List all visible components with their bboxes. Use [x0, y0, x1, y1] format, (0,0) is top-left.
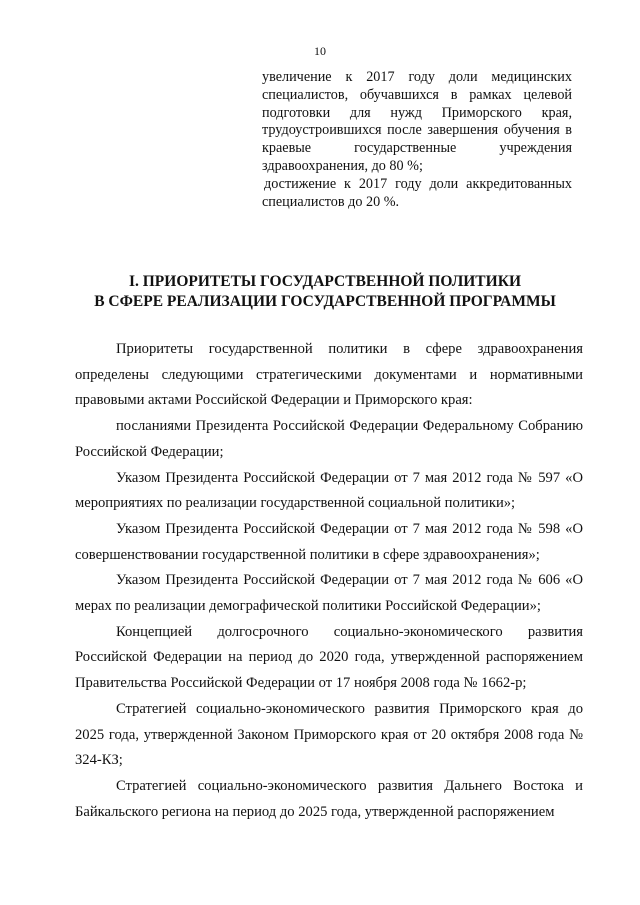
- page-number: 10: [314, 44, 326, 58]
- body-paragraph: посланиями Президента Российской Федерации Федеральному Собранию Российской Федерации;: [75, 418, 583, 460]
- body-paragraph: Концепцией долгосрочного социально-экономического развития Российской Федерации на период до 2020 года, утвержденной распоряжением Правительства Российской Федерации от 17 ноября 2008 года № 1662-р;: [75, 623, 583, 692]
- target-indicators-block: [262, 69, 572, 211]
- indicator-item: увеличение к 2017 году доли медицинских специалистов, обучавшихся в рамках целевой подготовки для нужд Приморского края, трудоустроившихся после завершения обучения в краевые государственные учреждения здравоохранения, до 80 %;: [262, 69, 572, 174]
- section-heading-line: В СФЕРЕ РЕАЛИЗАЦИИ ГОСУДАРСТВЕННОЙ ПРОГРАММЫ: [94, 293, 556, 310]
- body-paragraph: Стратегией социально-экономического развития Дальнего Востока и Байкальского региона на период до 2025 года, утвержденной распоряжением: [75, 777, 583, 820]
- body-paragraph: Приоритеты государственной политики в сфере здравоохранения определены следующими стратегическими документами и нормативными правовыми актами Российской Федерации и Приморского края:: [75, 341, 583, 409]
- body-paragraph: Стратегией социально-экономического развития Приморского края до 2025 года, утвержденной Законом Приморского края от 20 октября 2008 года № 324-КЗ;: [75, 700, 583, 769]
- section-body: [75, 337, 583, 825]
- section-heading-line: I. ПРИОРИТЕТЫ ГОСУДАРСТВЕННОЙ ПОЛИТИКИ: [128, 273, 522, 290]
- body-paragraph: Указом Президента Российской Федерации от 7 мая 2012 года № 597 «О мероприятиях по реализации государственной социальной политики»;: [75, 469, 583, 512]
- section-heading: [60, 272, 590, 312]
- indicator-item: достижение к 2017 году доли аккредитованных специалистов до 20 %.: [262, 175, 572, 210]
- body-paragraph: Указом Президента Российской Федерации от 7 мая 2012 года № 598 «О совершенствовании государственной политики в сфере здравоохранения»;: [75, 520, 583, 563]
- body-paragraph: Указом Президента Российской Федерации от 7 мая 2012 года № 606 «О мерах по реализации демографической политики Российской Федерации»;: [75, 572, 583, 615]
